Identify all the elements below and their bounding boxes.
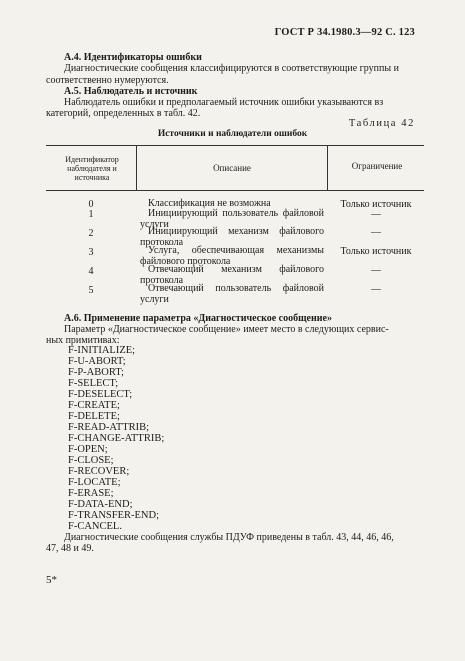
primitive-item: F-CANCEL. <box>68 521 122 532</box>
page-header: ГОСТ Р 34.1980.3—92 С. 123 <box>274 27 415 38</box>
table-row-limit: — <box>371 265 381 276</box>
table-top-rule <box>46 145 424 146</box>
primitive-item: F-DATA-END; <box>68 499 133 510</box>
table-row-limit: Только источник <box>340 246 412 257</box>
section-a4-line2: соответственно нумеруются. <box>46 75 169 86</box>
table-number: Таблица 42 <box>348 118 415 129</box>
primitive-item: F-CREATE; <box>68 400 120 411</box>
table-row-code: 5 <box>88 285 94 296</box>
table-row-code: 4 <box>88 266 94 277</box>
primitive-item: F-U-ABORT; <box>68 356 126 367</box>
table-row-code: 2 <box>88 228 94 239</box>
primitive-item: F-RECOVER; <box>68 466 130 477</box>
primitive-item: F-SELECT; <box>68 378 119 389</box>
primitive-item: F-ERASE; <box>68 488 114 499</box>
table-row-desc: Услуга, обеспечивающая механизмы файлового протокола <box>140 245 324 267</box>
section-a4-line1: Диагностические сообщения классифицируются в соответствующие группы и <box>64 63 399 74</box>
table-row-desc: Классификация не возможна <box>148 198 271 209</box>
section-a5-line1: Наблюдатель ошибки и предполагаемый источник ошибки указываются вз <box>64 97 384 108</box>
table-row-limit: Только источник <box>340 199 412 210</box>
primitive-item: F-TRANSFER-END; <box>68 510 160 521</box>
table-header-rule <box>46 190 424 191</box>
primitive-item: F-CLOSE; <box>68 455 114 466</box>
table-row-desc: Отвечающий пользователь файловой услуги <box>140 283 324 305</box>
table-row-desc: Отвечающий механизм файлового протокола <box>140 264 324 286</box>
table-row-code: 3 <box>88 247 94 258</box>
col-header-description: Описание <box>213 163 251 173</box>
closing-para-line2: 47, 48 и 49. <box>46 543 94 554</box>
section-a5-line2: категорий, определенных в табл. 42. <box>46 108 201 119</box>
table-row-code: 1 <box>88 209 94 220</box>
page-signature: 5* <box>46 574 57 586</box>
closing-para-line1: Диагностические сообщения службы ПДУФ приведены в табл. 43, 44, 46, 46, <box>64 532 394 543</box>
table-row-desc: Инициирующий пользователь файловой услуги <box>140 208 324 230</box>
primitive-item: F-OPEN; <box>68 444 108 455</box>
table-row-desc: Инициирующий механизм файлового протокола <box>140 226 324 248</box>
col-header-limit: Ограничение <box>351 161 403 171</box>
section-a4-heading: А.4. Идентификаторы ошибки <box>64 52 202 63</box>
table-row-limit: — <box>371 227 381 238</box>
primitive-item: F-DELETE; <box>68 411 120 422</box>
section-a5-heading: А.5. Наблюдатель и источник <box>64 86 198 97</box>
primitive-item: F-LOCATE; <box>68 477 121 488</box>
table-row-code: 0 <box>88 199 94 210</box>
section-a6-line2: ных примитивах: <box>46 335 120 346</box>
section-a6-heading: А.6. Применение параметра «Диагностическое сообщение» <box>64 313 332 324</box>
section-a6-line1: Параметр «Диагностическое сообщение» имеет место в следующих сервис- <box>64 324 389 335</box>
table-col-divider-2 <box>327 145 328 190</box>
col-header-id: Идентификатор наблюдателя и источника <box>65 155 119 182</box>
table-row-limit: — <box>371 209 381 220</box>
primitive-item: F-DESELECT; <box>68 389 133 400</box>
primitive-item: F-INITIALIZE; <box>68 345 136 356</box>
table-col-divider-1 <box>136 145 137 190</box>
table-caption: Источники и наблюдатели ошибок <box>157 129 308 139</box>
table-row-limit: — <box>371 284 381 295</box>
primitive-item: F-CHANGE-ATTRIB; <box>68 433 165 444</box>
primitive-item: F-P-ABORT; <box>68 367 124 378</box>
primitive-item: F-READ-ATTRIB; <box>68 422 150 433</box>
